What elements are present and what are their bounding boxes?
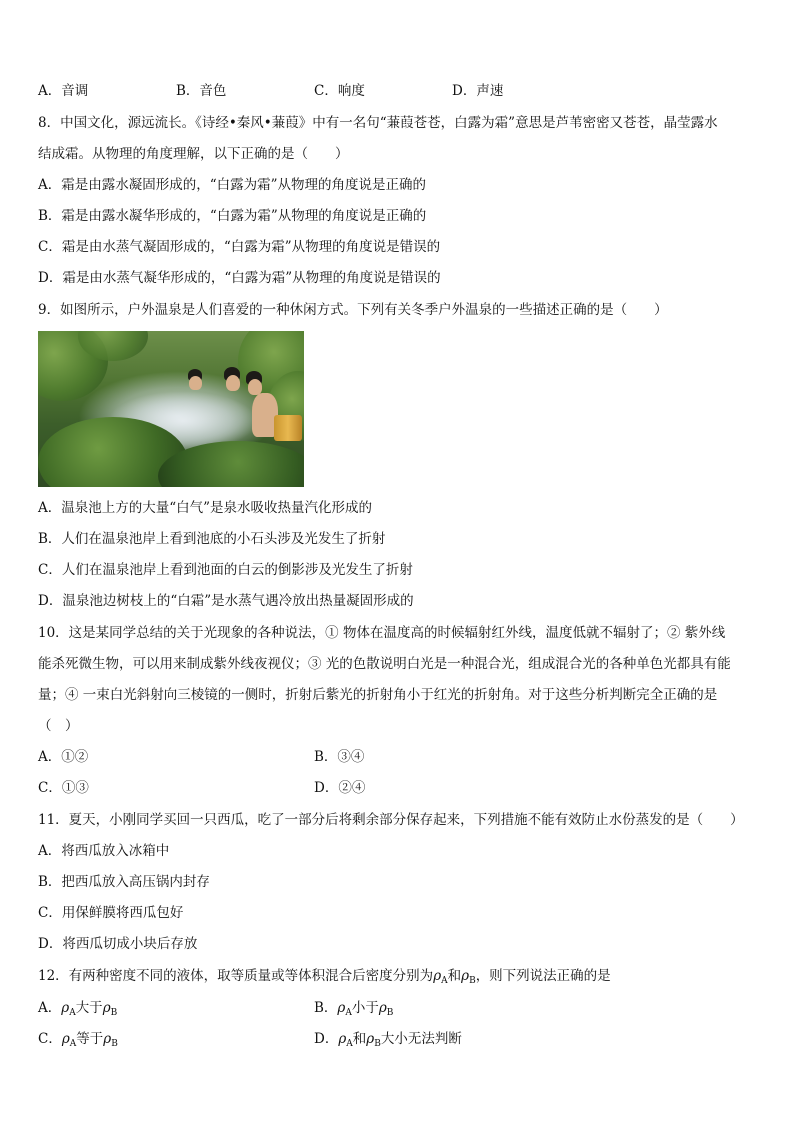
q9-option-c: C．人们在温泉池岸上看到池面的白云的倒影涉及光发生了折射 <box>38 562 413 578</box>
q8-stem-line2: 结成霜。从物理的角度理解，以下正确的是（ ） <box>38 146 349 162</box>
q9-option-b: B．人们在温泉池岸上看到池底的小石头涉及光发生了折射 <box>38 531 386 547</box>
q10-option-a: A．①② <box>38 749 89 765</box>
q12-option-a: A．$\rho_A$大于$\rho_B$ <box>38 1000 118 1018</box>
q8-option-c: C．霜是由水蒸气凝固形成的，“白露为霜”从物理的角度说是错误的 <box>38 239 441 255</box>
q10-option-c: C．①③ <box>38 780 89 796</box>
q12-option-d: D．$\rho_A$和$\rho_B$大小无法判断 <box>314 1031 462 1049</box>
q9-option-a: A．温泉池上方的大量“白气”是泉水吸收热量汽化形成的 <box>38 500 373 516</box>
q10-stem-line4: （ ） <box>38 718 79 734</box>
q9-option-d: D．温泉池边树枝上的“白霜”是水蒸气遇冷放出热量凝固形成的 <box>38 593 414 609</box>
q8-option-d: D．霜是由水蒸气凝华形成的，“白露为霜”从物理的角度说是错误的 <box>38 270 441 286</box>
q11-option-b: B．把西瓜放入高压锅内封存 <box>38 874 210 890</box>
q12-stem: 12．有两种密度不同的液体，取等质量或等体积混合后密度分别为$\rho_A$和$\rho_B$，则下列说法正确的是 <box>38 968 611 986</box>
q12-option-b: B．$\rho_A$小于$\rho_B$ <box>314 1000 394 1018</box>
q10-stem-line2: 能杀死微生物，可以用来制成紫外线夜视仪；③ 光的色散说明白光是一种混合光，组成混合光的各种单色光都具有能 <box>38 656 731 672</box>
q9-stem: 9．如图所示，户外温泉是人们喜爱的一种休闲方式。下列有关冬季户外温泉的一些描述正确的是（ ） <box>38 302 668 318</box>
q10-stem-line1: 10．这是某同学总结的关于光现象的各种说法，① 物体在温度高的时候辐射红外线，温度低就不辐射了；② 紫外线 <box>38 625 726 641</box>
q12-option-c: C．$\rho_A$等于$\rho_B$ <box>38 1031 118 1049</box>
q7-option-b: B．音色 <box>176 83 227 99</box>
q11-stem: 11．夏天，小刚同学买回一只西瓜，吃了一部分后将剩余部分保存起来，下列措施不能有效防止水份蒸发的是（ ） <box>38 812 744 828</box>
q7-option-a: A．音调 <box>38 83 89 99</box>
q11-option-d: D．将西瓜切成小块后存放 <box>38 936 198 952</box>
q8-stem-line1: 8．中国文化，源远流长。《诗经•秦风•蒹葭》中有一名句“蒹葭苍苍，白露为霜”意思是芦苇密密又苍苍，晶莹露水 <box>38 115 718 131</box>
q11-option-c: C．用保鲜膜将西瓜包好 <box>38 905 184 921</box>
q10-option-d: D．②④ <box>314 780 366 796</box>
q8-option-b: B．霜是由露水凝华形成的，“白露为霜”从物理的角度说是正确的 <box>38 208 427 224</box>
q11-option-a: A．将西瓜放入冰箱中 <box>38 843 170 859</box>
q7-option-c: C．响度 <box>314 83 365 99</box>
q10-stem-line3: 量；④ 一束白光斜射向三棱镜的一侧时，折射后紫光的折射角小于红光的折射角。对于这些分析判断完全正确的是 <box>38 687 718 703</box>
q10-option-b: B．③④ <box>314 749 365 765</box>
q7-option-d: D．声速 <box>452 83 504 99</box>
hot-spring-photo <box>38 331 304 487</box>
q8-option-a: A．霜是由露水凝固形成的，“白露为霜”从物理的角度说是正确的 <box>38 177 427 193</box>
